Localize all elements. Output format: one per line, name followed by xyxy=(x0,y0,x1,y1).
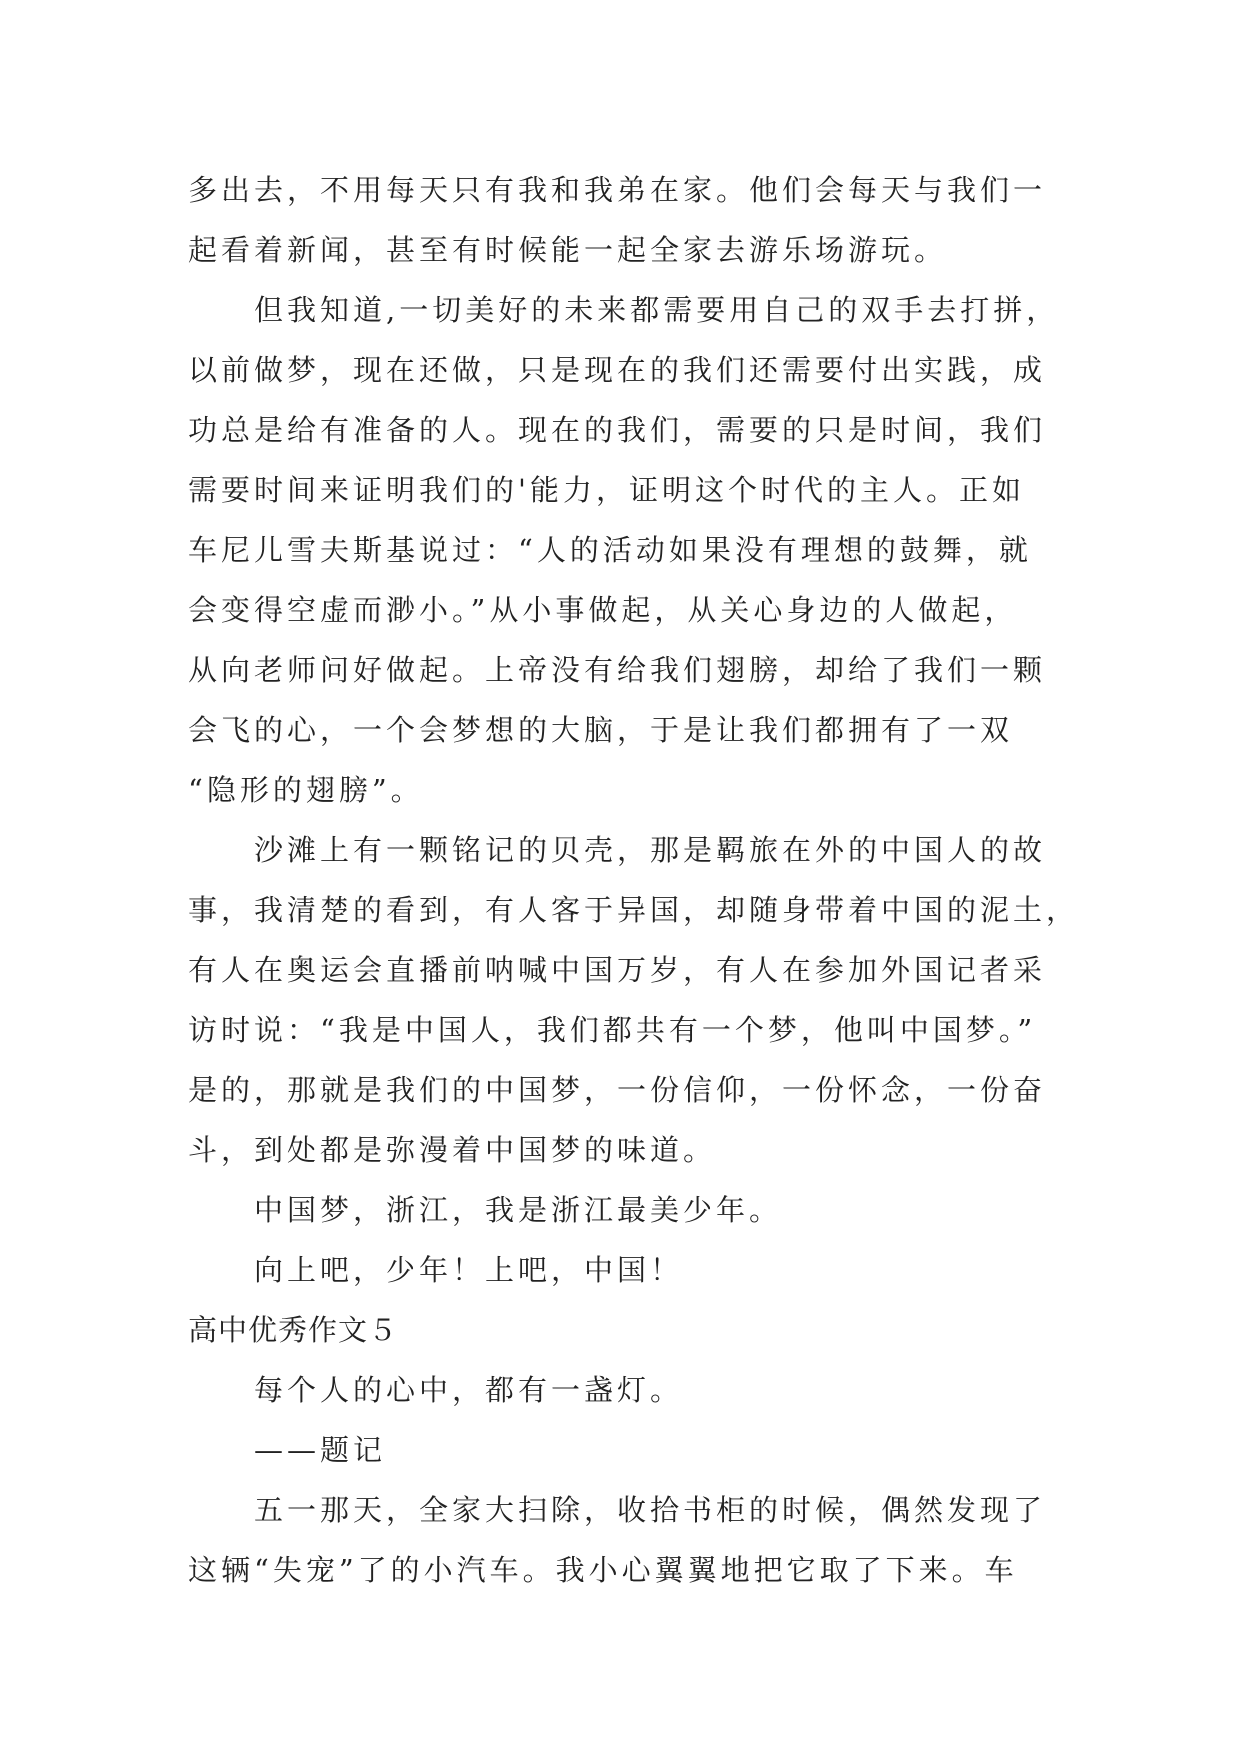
text-line: 但我知道,一切美好的未来都需要用自己的双手去打拼， xyxy=(254,293,1060,327)
text-line: 是的，那就是我们的中国梦，一份信仰，一份怀念，一份奋 xyxy=(188,1073,1047,1107)
text-line: 事，我清楚的看到，有人客于异国，却随身带着中国的泥土， xyxy=(188,893,1080,927)
text-line: 向上吧，少年！上吧，中国！ xyxy=(254,1253,684,1287)
text-line: 沙滩上有一颗铭记的贝壳，那是羁旅在外的中国人的故 xyxy=(254,833,1047,867)
text-line: 中国梦，浙江，我是浙江最美少年。 xyxy=(254,1193,783,1227)
text-line: 五一那天，全家大扫除，收拾书柜的时候，偶然发现了 xyxy=(254,1493,1047,1527)
text-line: 需要时间来证明我们的'能力，证明这个时代的主人。正如 xyxy=(188,473,1025,507)
epigraph-attribution: ——题记 xyxy=(254,1433,387,1467)
text-line: 访时说：“我是中国人，我们都共有一个梦，他叫中国梦。” xyxy=(188,1013,1037,1047)
text-line: 以前做梦，现在还做，只是现在的我们还需要付出实践，成 xyxy=(188,353,1047,387)
text-line: 功总是给有准备的人。现在的我们，需要的只是时间，我们 xyxy=(188,413,1047,447)
text-line: 有人在奥运会直播前呐喊中国万岁，有人在参加外国记者采 xyxy=(188,953,1047,987)
text-line: 这辆“失宠”了的小汽车。我小心翼翼地把它取了下来。车 xyxy=(188,1553,1018,1587)
text-line: 起看着新闻，甚至有时候能一起全家去游乐场游玩。 xyxy=(188,233,948,267)
text-line: 多出去，不用每天只有我和我弟在家。他们会每天与我们一 xyxy=(188,173,1047,207)
text-line: 每个人的心中，都有一盏灯。 xyxy=(254,1373,684,1407)
text-line: 会飞的心，一个会梦想的大脑，于是让我们都拥有了一双 xyxy=(188,713,1014,747)
document-body xyxy=(188,160,1088,1600)
text-line: 会变得空虚而渺小。”从小事做起，从关心身边的人做起， xyxy=(188,593,1018,627)
text-line: “隐形的翅膀”。 xyxy=(188,773,424,807)
text-line: 从向老师问好做起。上帝没有给我们翅膀，却给了我们一颗 xyxy=(188,653,1047,687)
text-line: 车尼儿雪夫斯基说过：“人的活动如果没有理想的鼓舞，就 xyxy=(188,533,1032,567)
text-line: 斗，到处都是弥漫着中国梦的味道。 xyxy=(188,1133,717,1167)
section-title: 高中优秀作文５ xyxy=(188,1313,399,1347)
